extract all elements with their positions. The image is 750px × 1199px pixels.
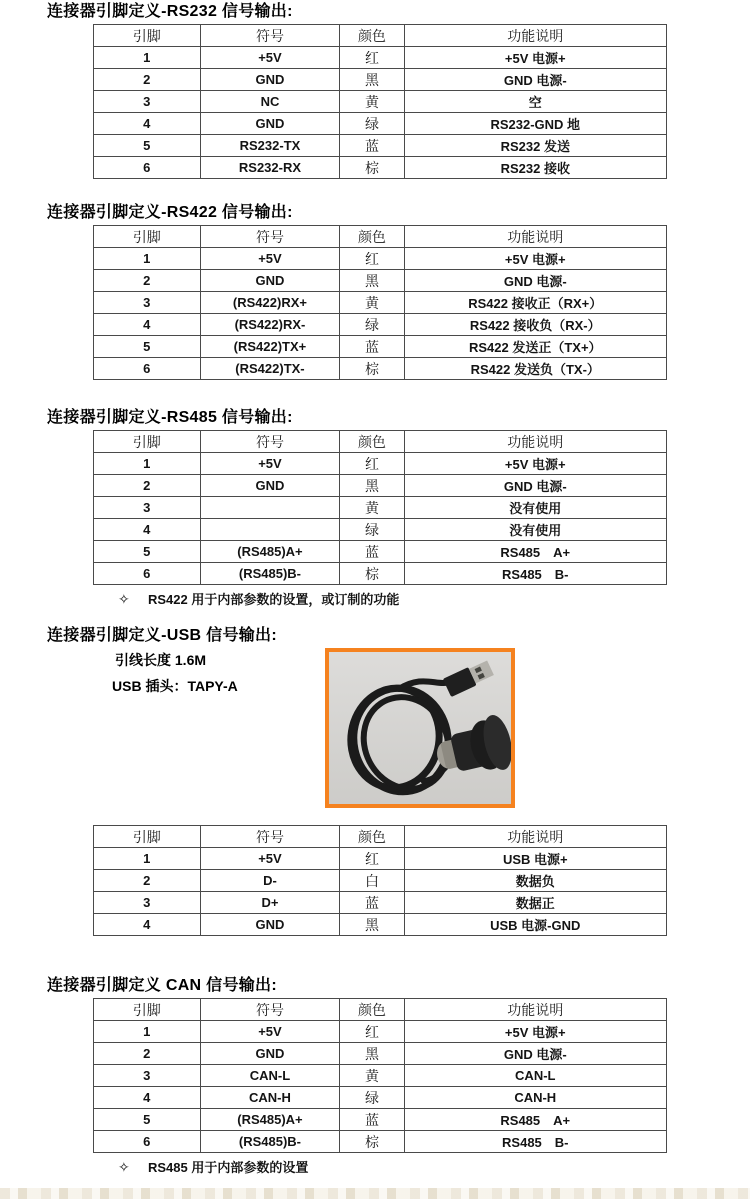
pin-cell: 2 <box>94 69 201 91</box>
function-cell: RS485 B- <box>404 563 666 585</box>
pin-cell: 4 <box>94 519 201 541</box>
symbol-cell: (RS422)RX+ <box>200 292 340 314</box>
pin-cell: 1 <box>94 1021 201 1043</box>
function-cell: USB 电源+ <box>404 848 666 870</box>
pin-cell: 1 <box>94 848 201 870</box>
pin-cell: 3 <box>94 91 201 113</box>
color-cell: 绿 <box>340 314 404 336</box>
pin-cell: 3 <box>94 1065 201 1087</box>
function-cell: +5V 电源+ <box>404 453 666 475</box>
column-header: 符号 <box>200 999 340 1021</box>
table-row <box>94 914 667 936</box>
column-header: 引脚 <box>94 999 201 1021</box>
column-header: 引脚 <box>94 826 201 848</box>
note-rs422-usage <box>118 589 399 608</box>
color-cell: 棕 <box>340 358 404 380</box>
color-cell: 红 <box>340 848 404 870</box>
column-header: 颜色 <box>340 999 404 1021</box>
function-cell: GND 电源- <box>404 69 666 91</box>
color-cell: 蓝 <box>340 135 404 157</box>
table-row <box>94 1021 667 1043</box>
pin-cell: 4 <box>94 314 201 336</box>
pin-cell: 5 <box>94 336 201 358</box>
note-text: RS485 用于内部参数的设置 <box>148 1160 309 1175</box>
pin-cell: 1 <box>94 453 201 475</box>
symbol-cell: (RS485)B- <box>200 1131 340 1153</box>
color-cell: 黄 <box>340 497 404 519</box>
table-row <box>94 91 667 113</box>
column-header: 功能说明 <box>404 826 666 848</box>
pin-cell: 1 <box>94 47 201 69</box>
function-cell: 没有使用 <box>404 519 666 541</box>
function-cell: 数据负 <box>404 870 666 892</box>
color-cell: 黑 <box>340 475 404 497</box>
cropped-bottom-row <box>0 1188 750 1199</box>
column-header: 颜色 <box>340 431 404 453</box>
symbol-cell: RS232-RX <box>200 157 340 179</box>
color-cell: 黄 <box>340 91 404 113</box>
color-cell: 黄 <box>340 292 404 314</box>
table-row <box>94 453 667 475</box>
column-header: 颜色 <box>340 226 404 248</box>
usb-cable-length-line: 引线长度 1.6M <box>115 652 207 668</box>
section-title-can: 连接器引脚定义 CAN 信号输出: <box>47 977 277 994</box>
table-row <box>94 892 667 914</box>
symbol-cell: (RS485)A+ <box>200 1109 340 1131</box>
color-cell: 红 <box>340 453 404 475</box>
color-cell: 黑 <box>340 69 404 91</box>
table-row <box>94 848 667 870</box>
pin-cell: 5 <box>94 135 201 157</box>
diamond-bullet-icon: ✧ <box>118 591 130 607</box>
symbol-cell: GND <box>200 914 340 936</box>
symbol-cell: RS232-TX <box>200 135 340 157</box>
symbol-cell: GND <box>200 113 340 135</box>
pin-table-usb <box>93 825 667 936</box>
color-cell: 黄 <box>340 1065 404 1087</box>
pin-cell: 6 <box>94 1131 201 1153</box>
symbol-cell: GND <box>200 475 340 497</box>
table-row <box>94 1087 667 1109</box>
usb-cable-illustration <box>329 652 511 804</box>
color-cell: 蓝 <box>340 892 404 914</box>
function-cell: +5V 电源+ <box>404 1021 666 1043</box>
pin-cell: 4 <box>94 914 201 936</box>
color-cell: 黑 <box>340 914 404 936</box>
header-row <box>94 226 667 248</box>
symbol-cell: +5V <box>200 47 340 69</box>
diamond-bullet-icon: ✧ <box>118 1159 130 1175</box>
table-row <box>94 336 667 358</box>
column-header: 引脚 <box>94 226 201 248</box>
function-cell: RS422 发送负（TX-） <box>404 358 666 380</box>
function-cell: RS232 接收 <box>404 157 666 179</box>
pin-table-can <box>93 998 667 1153</box>
table-row <box>94 870 667 892</box>
color-cell: 绿 <box>340 519 404 541</box>
symbol-cell <box>200 519 340 541</box>
pin-cell: 2 <box>94 1043 201 1065</box>
function-cell: CAN-H <box>404 1087 666 1109</box>
function-cell: RS485 A+ <box>404 1109 666 1131</box>
note-text: RS422 用于内部参数的设置，或订制的功能 <box>148 592 400 607</box>
table-row <box>94 541 667 563</box>
color-cell: 白 <box>340 870 404 892</box>
column-header: 颜色 <box>340 25 404 47</box>
symbol-cell: CAN-H <box>200 1087 340 1109</box>
table-row <box>94 113 667 135</box>
color-cell: 蓝 <box>340 541 404 563</box>
column-header: 引脚 <box>94 431 201 453</box>
table-row <box>94 1065 667 1087</box>
column-header: 功能说明 <box>404 999 666 1021</box>
table-row <box>94 563 667 585</box>
color-cell: 棕 <box>340 1131 404 1153</box>
header-row <box>94 999 667 1021</box>
table-row <box>94 270 667 292</box>
pin-cell: 3 <box>94 892 201 914</box>
function-cell: RS422 接收负（RX-） <box>404 314 666 336</box>
function-cell: RS422 发送正（TX+） <box>404 336 666 358</box>
function-cell: GND 电源- <box>404 475 666 497</box>
table-row <box>94 497 667 519</box>
symbol-cell: +5V <box>200 1021 340 1043</box>
function-cell: GND 电源- <box>404 270 666 292</box>
color-cell: 红 <box>340 248 404 270</box>
symbol-cell: (RS485)A+ <box>200 541 340 563</box>
symbol-cell: +5V <box>200 453 340 475</box>
function-cell: RS232-GND 地 <box>404 113 666 135</box>
color-cell: 蓝 <box>340 1109 404 1131</box>
symbol-cell: CAN-L <box>200 1065 340 1087</box>
pin-cell: 4 <box>94 1087 201 1109</box>
color-cell: 绿 <box>340 113 404 135</box>
symbol-cell: (RS422)TX+ <box>200 336 340 358</box>
table-row <box>94 292 667 314</box>
header-row <box>94 826 667 848</box>
table-row <box>94 1109 667 1131</box>
symbol-cell: GND <box>200 270 340 292</box>
symbol-cell: (RS422)RX- <box>200 314 340 336</box>
pin-cell: 1 <box>94 248 201 270</box>
function-cell: RS485 A+ <box>404 541 666 563</box>
pin-table-rs422 <box>93 225 667 380</box>
pin-cell: 3 <box>94 292 201 314</box>
section-title-rs232: 连接器引脚定义-RS232 信号输出: <box>47 3 293 20</box>
pin-cell: 5 <box>94 1109 201 1131</box>
table-row <box>94 69 667 91</box>
pin-cell: 6 <box>94 563 201 585</box>
usb-cable-photo <box>325 648 515 808</box>
symbol-cell: (RS422)TX- <box>200 358 340 380</box>
note-rs485-usage <box>118 1157 308 1176</box>
column-header: 颜色 <box>340 826 404 848</box>
color-cell: 棕 <box>340 157 404 179</box>
section-title-rs422: 连接器引脚定义-RS422 信号输出: <box>47 204 293 221</box>
pin-cell: 2 <box>94 270 201 292</box>
column-header: 符号 <box>200 826 340 848</box>
pin-table-rs232 <box>93 24 667 179</box>
column-header: 功能说明 <box>404 226 666 248</box>
pin-cell: 4 <box>94 113 201 135</box>
color-cell: 黑 <box>340 270 404 292</box>
color-cell: 蓝 <box>340 336 404 358</box>
section-title-rs485: 连接器引脚定义-RS485 信号输出: <box>47 409 293 426</box>
color-cell: 黑 <box>340 1043 404 1065</box>
pin-cell: 6 <box>94 358 201 380</box>
header-row <box>94 25 667 47</box>
column-header: 符号 <box>200 226 340 248</box>
table-row <box>94 314 667 336</box>
pin-cell: 2 <box>94 870 201 892</box>
function-cell: +5V 电源+ <box>404 47 666 69</box>
table-row <box>94 1131 667 1153</box>
header-row <box>94 431 667 453</box>
function-cell: RS422 接收正（RX+） <box>404 292 666 314</box>
column-header: 功能说明 <box>404 25 666 47</box>
pin-cell: 5 <box>94 541 201 563</box>
pin-cell: 2 <box>94 475 201 497</box>
color-cell: 绿 <box>340 1087 404 1109</box>
symbol-cell <box>200 497 340 519</box>
symbol-cell: GND <box>200 69 340 91</box>
column-header: 符号 <box>200 431 340 453</box>
symbol-cell: +5V <box>200 848 340 870</box>
function-cell: +5V 电源+ <box>404 248 666 270</box>
column-header: 符号 <box>200 25 340 47</box>
color-cell: 红 <box>340 47 404 69</box>
symbol-cell: D- <box>200 870 340 892</box>
function-cell: USB 电源-GND <box>404 914 666 936</box>
usb-plug-type-line: USB 插头：TAPY-A <box>112 678 238 694</box>
table-row <box>94 135 667 157</box>
function-cell: CAN-L <box>404 1065 666 1087</box>
symbol-cell: NC <box>200 91 340 113</box>
table-row <box>94 248 667 270</box>
column-header: 功能说明 <box>404 431 666 453</box>
pin-cell: 6 <box>94 157 201 179</box>
function-cell: 空 <box>404 91 666 113</box>
table-row <box>94 475 667 497</box>
function-cell: 没有使用 <box>404 497 666 519</box>
table-row <box>94 519 667 541</box>
color-cell: 棕 <box>340 563 404 585</box>
function-cell: RS485 B- <box>404 1131 666 1153</box>
function-cell: 数据正 <box>404 892 666 914</box>
symbol-cell: D+ <box>200 892 340 914</box>
symbol-cell: +5V <box>200 248 340 270</box>
section-title-usb: 连接器引脚定义-USB 信号输出: <box>47 627 277 644</box>
table-row <box>94 1043 667 1065</box>
table-row <box>94 358 667 380</box>
symbol-cell: GND <box>200 1043 340 1065</box>
pin-table-rs485 <box>93 430 667 585</box>
symbol-cell: (RS485)B- <box>200 563 340 585</box>
column-header: 引脚 <box>94 25 201 47</box>
function-cell: RS232 发送 <box>404 135 666 157</box>
table-row <box>94 47 667 69</box>
pin-cell: 3 <box>94 497 201 519</box>
table-row <box>94 157 667 179</box>
color-cell: 红 <box>340 1021 404 1043</box>
function-cell: GND 电源- <box>404 1043 666 1065</box>
